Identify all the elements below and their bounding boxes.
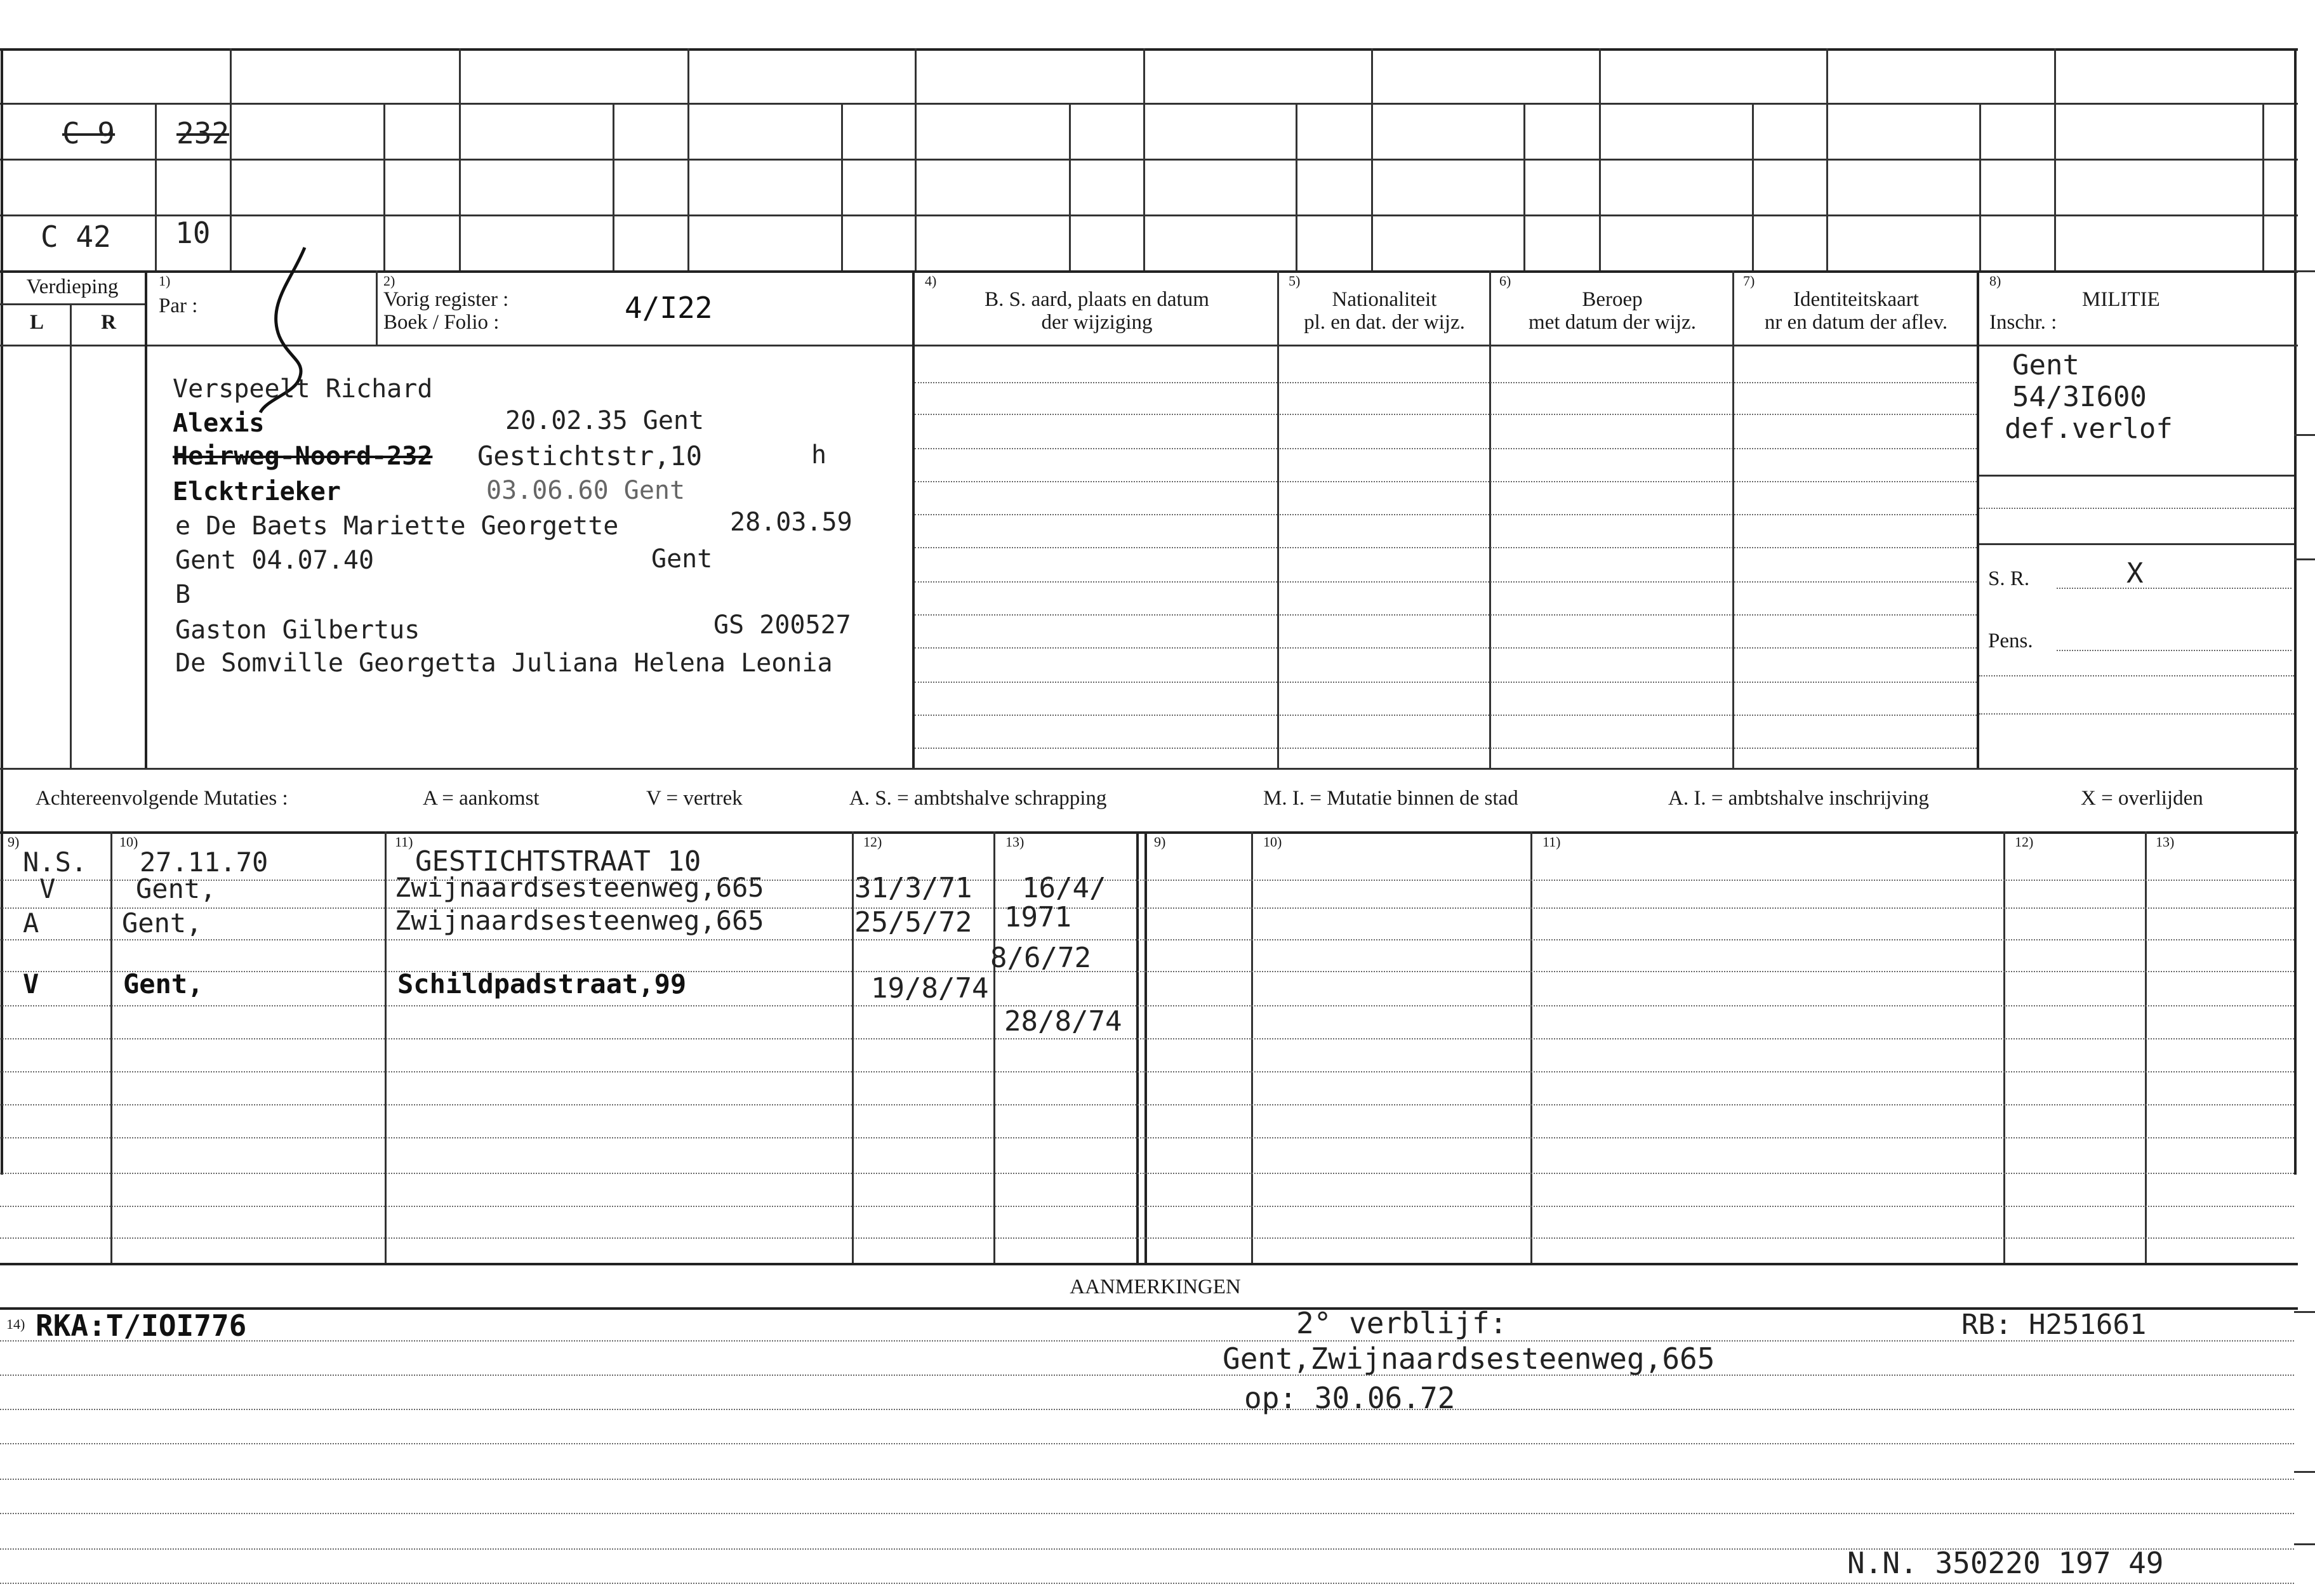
gs-number: GS 200527 [713,610,851,640]
verblijf-address: Gent,Zwijnaardsesteenweg,665 [1223,1342,1715,1376]
birth-date-place: 20.02.35 Gent [505,406,705,435]
old-address: Heirweg-Noord-232 [173,442,433,471]
mutation-d13: 1971 [1004,901,1071,933]
legend-v: V = vertrek [646,787,743,810]
mutation-code: N.S. [23,847,88,878]
militie-place: Gent [2012,349,2080,381]
mother-names: De Somville Georgetta Juliana Helena Leonia [175,649,833,678]
inschr-label: Inschr. : [1989,311,2057,334]
legend-ai: A. I. = ambtshalve inschrijving [1668,787,1929,810]
person-name: Verspeelt Richard [173,374,433,404]
top-row2-right: 10 [175,216,211,250]
col-10: 10) [119,834,138,850]
mutation-d13: 8/6/72 [990,942,1091,974]
militie-label: MILITIE [2082,288,2160,311]
verblijf-label: 2° verblijf: [1296,1306,1508,1340]
col-9: 9) [8,834,20,850]
bs-label-1: B. S. aard, plaats en datum [985,288,1209,311]
col-10b: 10) [1263,834,1282,850]
verblijf-date: op: 30.06.72 [1244,1381,1456,1415]
national-number: N.N. 350220 197 49 [1847,1546,2164,1580]
col-13b: 13) [2156,834,2175,850]
remarks-num: 14) [6,1316,25,1332]
bs-num: 4) [925,273,937,289]
col-12: 12) [863,834,882,850]
person-firstname: Alexis [173,409,265,438]
spouse-birth-place: Gent [651,544,713,574]
sr-label: S. R. [1988,567,2030,590]
militie-num: 8) [1989,273,2001,289]
mutation-code: A [23,907,39,939]
id-label-2: nr en datum der aflev. [1764,311,1948,334]
verdieping-r: R [101,311,116,334]
mutation-d13: 16/4/ [1022,872,1106,904]
spouse-birth: Gent 04.07.40 [175,546,375,575]
vorig-register-label: Vorig register : [383,288,509,311]
legend-as: A. S. = ambtshalve schrapping [849,787,1107,810]
new-address: Gestichtstr,10 [477,440,703,472]
nat-num: 5) [1289,273,1301,289]
mutation-d12: 19/8/74 [871,972,989,1005]
profession: Elcktrieker [173,477,341,506]
mutation-address: GESTICHTSTRAAT 10 [415,845,701,878]
col-11b: 11) [1542,834,1561,850]
col-12b: 12) [2015,834,2034,850]
vorig-num: 2) [383,273,395,289]
boek-folio-label: Boek / Folio : [383,311,500,334]
mutation-address: Zwijnaardsesteenweg,665 [395,872,764,903]
top-row1-left: C 9 [62,116,116,150]
legend-mi: M. I. = Mutatie binnen de stad [1263,787,1518,810]
par-num: 1) [159,273,171,289]
par-label: Par : [159,294,198,317]
beroep-label-2: met datum der wijz. [1529,311,1696,334]
sr-value: X [2126,557,2144,590]
id-num: 7) [1743,273,1755,289]
mutation-code: V [39,873,56,904]
mutation-code: V [23,968,39,999]
id-label-1: Identiteitskaart [1793,288,1919,311]
militie-number: 54/3I600 [2012,381,2147,413]
nat-label-2: pl. en dat. der wijz. [1304,311,1465,334]
mutation-date: Gent, [122,907,202,939]
mutation-address: Schildpadstraat,99 [397,968,687,999]
boek-folio-value: 4/I22 [625,291,713,325]
mutation-date: 27.11.70 [140,847,269,878]
profession-date: 03.06.60 Gent [486,476,686,505]
pens-label: Pens. [1988,630,2033,652]
parents-names: Gaston Gilbertus [175,616,420,645]
col-9b: 9) [1154,834,1166,850]
mutation-d12: 31/3/71 [854,872,972,904]
beroep-label-1: Beroep [1582,288,1643,311]
mutation-d13: 28/8/74 [1004,1005,1122,1038]
militie-status: def.verlof [2005,412,2173,445]
marriage-date: 28.03.59 [730,508,852,537]
verdieping-l: L [29,311,44,334]
address-h: h [811,440,827,470]
rka-number: RKA:T/IOI776 [36,1309,247,1343]
legend-x: X = overlijden [2081,787,2203,810]
mutation-date: Gent, [123,968,204,999]
col-11: 11) [395,834,413,850]
top-row2-left: C 42 [41,220,111,254]
col-13: 13) [1005,834,1025,850]
mutation-date: Gent, [136,873,216,904]
mutation-address: Zwijnaardsesteenweg,665 [395,905,764,936]
legend-title: Achtereenvolgende Mutaties : [36,787,288,810]
top-row1-right: 232 [176,116,230,150]
remarks-title: AANMERKINGEN [1070,1276,1241,1298]
verdieping-label: Verdieping [26,275,119,298]
nat-label-1: Nationaliteit [1332,288,1437,311]
legend-a: A = aankomst [423,787,540,810]
spouse: e De Baets Mariette Georgette [175,511,619,541]
bs-label-2: der wijziging [1041,311,1153,334]
rb-number: RB: H251661 [1961,1309,2147,1341]
beroep-num: 6) [1499,273,1511,289]
mutation-d12: 25/5/72 [854,906,972,939]
nationality-code: B [175,580,191,609]
